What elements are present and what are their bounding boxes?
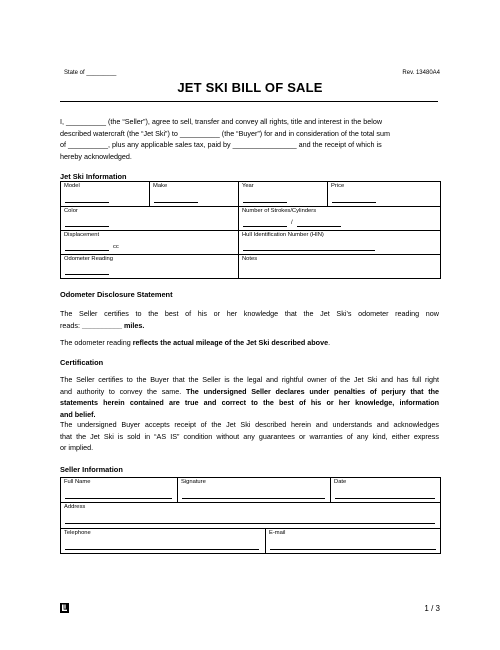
odometer-label: Odometer Reading (64, 256, 113, 262)
make-line (154, 202, 198, 203)
odometer-actual-period: . (328, 338, 331, 347)
strokes-label: Number of Strokes/Cylinders (242, 208, 317, 214)
notes-label: Notes (242, 256, 258, 262)
odometer-actual-statement (60, 337, 439, 349)
hin-line (243, 250, 375, 251)
notes-cell[interactable] (239, 255, 441, 279)
cc-unit: cc (113, 244, 119, 250)
color-cell[interactable] (61, 207, 239, 231)
price-label: Price (331, 183, 345, 189)
color-label: Color (64, 208, 78, 214)
color-line (65, 226, 109, 227)
odometer-line-2 (60, 320, 439, 332)
intro-line-1: I, __________ (the “Seller”), agree to sell, transfer and convey all rights, title and interest in the below (60, 117, 383, 126)
odometer-miles-blank[interactable]: __________ (81, 320, 122, 330)
miles-label: miles. (123, 320, 145, 330)
certification-heading: Certification (60, 358, 104, 367)
year-line (243, 202, 287, 203)
odometer-disclosure-heading: Odometer Disclosure Statement (60, 290, 173, 299)
intro-line-3: of __________, plus any applicable sales tax, paid by ________________ and the receipt of which is (60, 140, 382, 149)
price-line (332, 202, 376, 203)
brand-logo-icon (60, 603, 69, 613)
seller-full-name-line (65, 498, 172, 499)
strokes-cell[interactable] (239, 207, 441, 231)
seller-email-line (270, 549, 436, 550)
intro-paragraph (60, 116, 439, 162)
buyer-line-3: or implied. (60, 443, 94, 452)
strokes-line (243, 226, 287, 227)
state-blank[interactable]: _________ (86, 70, 117, 76)
odometer-disclosure-paragraph (60, 308, 439, 331)
year-cell[interactable] (239, 182, 328, 207)
odometer-cell[interactable] (61, 255, 239, 279)
seller-full-name-label: Full Name (64, 479, 91, 485)
jet-ski-info-table (60, 181, 441, 279)
make-cell[interactable] (150, 182, 239, 207)
seller-date-line (335, 498, 435, 499)
seller-date-cell[interactable] (331, 478, 441, 503)
page-number: 1 / 3 (424, 604, 440, 613)
buyer-acceptance-paragraph (60, 419, 439, 454)
year-label: Year (242, 183, 254, 189)
seller-signature-cell[interactable] (178, 478, 331, 503)
certification-line-1: The Seller certifies to the Buyer that the Seller is the legal and rightful owner of the Jet Ski and has full right (60, 375, 439, 384)
odometer-actual-bold: reflects the actual mileage of the Jet Ski described above (132, 338, 329, 347)
seller-email-label: E-mail (269, 530, 286, 536)
seller-telephone-label: Telephone (64, 530, 91, 536)
certification-line-3 (60, 397, 439, 409)
state-label: State of (64, 70, 85, 76)
odometer-line-1: The Seller certifies to the best of his or her knowledge that the Jet Ski’s odometer reading now (60, 309, 439, 318)
seller-signature-line (182, 498, 325, 499)
make-label: Make (153, 183, 168, 189)
strokes-separator: / (291, 220, 293, 226)
intro-line-4: hereby acknowledged. (60, 151, 132, 161)
certification-line-2-plain: and authority to convey the same. (60, 386, 182, 396)
cylinders-line (297, 226, 341, 227)
buyer-line-2: that the Jet Ski is sold in “AS IS” condition without any guarantees or warranties of any kind, either express (60, 431, 439, 441)
seller-address-label: Address (64, 504, 86, 510)
title-divider (60, 101, 438, 102)
seller-info-heading: Seller Information (60, 465, 123, 474)
seller-signature-label: Signature (181, 479, 206, 485)
odometer-line (65, 274, 109, 275)
certification-line-4-bold: and belief. (60, 409, 96, 419)
seller-telephone-cell[interactable] (61, 529, 266, 554)
odometer-actual-prefix: The odometer reading (60, 338, 131, 347)
seller-address-cell[interactable] (61, 503, 441, 529)
hin-label: Hull Identification Number (HIN) (242, 232, 324, 238)
jet-ski-info-heading: Jet Ski Information (60, 172, 127, 181)
seller-address-line (65, 523, 435, 524)
intro-line-2: described watercraft (the “Jet Ski”) to __________ (the “Buyer”) for and in consideration of the total sum (60, 128, 390, 138)
seller-telephone-line (65, 549, 259, 550)
seller-info-table (60, 477, 441, 554)
certification-paragraph (60, 374, 439, 420)
seller-full-name-cell[interactable] (61, 478, 178, 503)
model-label: Model (64, 183, 80, 189)
document-title: JET SKI BILL OF SALE (177, 80, 323, 95)
seller-date-label: Date (334, 479, 347, 485)
displacement-line (65, 250, 109, 251)
certification-line-2 (60, 386, 439, 398)
model-line (65, 202, 109, 203)
displacement-cell[interactable] (61, 231, 239, 255)
model-cell[interactable] (61, 182, 150, 207)
revision-number: Rev. 13480A4 (402, 70, 440, 76)
seller-email-cell[interactable] (266, 529, 441, 554)
buyer-line-1: The undersigned Buyer accepts receipt of the Jet Ski described herein and understands and acknowledges (60, 420, 439, 429)
certification-line-2-bold: The undersigned Seller declares under penalties of perjury that the (185, 386, 439, 396)
displacement-label: Displacement (64, 232, 100, 238)
certification-line-3-bold: statements herein contained are true and correct to the best of his or her knowledge, information (60, 398, 439, 407)
state-field (64, 70, 116, 76)
price-cell[interactable] (328, 182, 441, 207)
hin-cell[interactable] (239, 231, 441, 255)
odometer-reads-label: reads: (60, 320, 80, 330)
